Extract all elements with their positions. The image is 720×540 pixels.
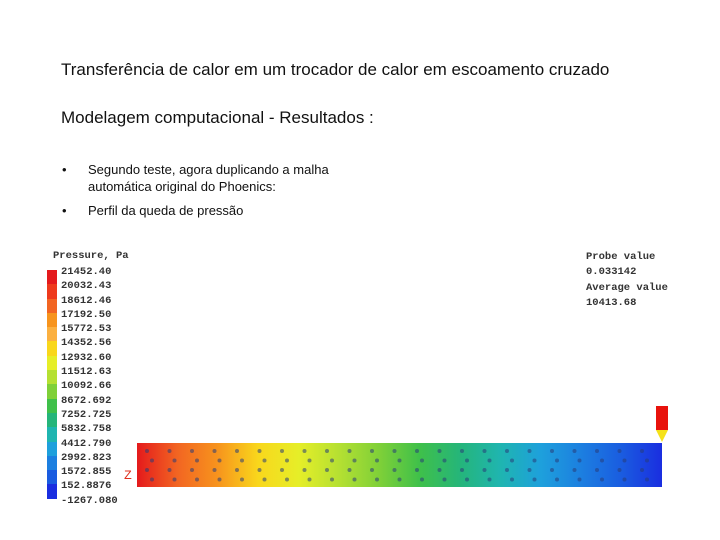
tube-dot <box>280 468 284 472</box>
tube-dot <box>573 468 577 472</box>
tube-dot <box>488 459 492 463</box>
legend-value: 21452.40 <box>61 266 112 278</box>
legend-value: -1267.080 <box>61 494 118 507</box>
legend-swatch <box>47 370 57 384</box>
bullet-item <box>62 161 392 195</box>
slide-subtitle: Modelagem computacional - Resultados : <box>61 108 374 127</box>
tube-dot <box>595 468 599 472</box>
tube-dot <box>578 478 582 482</box>
legend-swatch <box>47 484 57 498</box>
tube-dot <box>510 478 514 482</box>
tube-dot <box>460 449 464 453</box>
probe-value: 0.033142 <box>586 266 637 279</box>
tube-dot <box>280 449 284 453</box>
tube-dot <box>325 468 329 472</box>
tube-dot <box>398 478 402 482</box>
legend-value: 15772.53 <box>61 323 112 336</box>
tube-dot <box>240 478 244 482</box>
legend-swatch <box>47 442 57 456</box>
tube-dot <box>348 468 352 472</box>
tube-dot <box>550 449 554 453</box>
tube-dot <box>375 478 379 482</box>
tube-dot <box>618 468 622 472</box>
axis-triad-icon: Z <box>124 468 132 483</box>
tube-dot <box>443 459 447 463</box>
legend-swatch <box>47 456 57 470</box>
tube-dot <box>600 459 604 463</box>
tube-dot <box>640 468 644 472</box>
legend-swatch <box>47 384 57 398</box>
tube-dot <box>438 449 442 453</box>
tube-dot <box>263 459 267 463</box>
legend-swatch <box>47 284 57 298</box>
tube-dot <box>370 449 374 453</box>
legend-labels <box>61 265 118 508</box>
tube-dot <box>168 449 172 453</box>
tube-dot <box>488 478 492 482</box>
tube-dot <box>190 449 194 453</box>
tube-dot <box>415 449 419 453</box>
tube-dot <box>353 478 357 482</box>
average-label: Average value <box>586 281 668 294</box>
tube-dot <box>348 449 352 453</box>
tube-dot <box>240 459 244 463</box>
tube-dot <box>370 468 374 472</box>
tube-dot <box>235 468 239 472</box>
legend-value: 152.8876 <box>61 480 112 493</box>
tube-dot <box>533 459 537 463</box>
tube-dot <box>303 449 307 453</box>
tube-dot <box>303 468 307 472</box>
legend-swatch <box>47 470 57 484</box>
tube-dot <box>640 449 644 453</box>
tube-dot <box>308 459 312 463</box>
tube-dot <box>218 478 222 482</box>
tube-dot <box>600 478 604 482</box>
legend-color-bar <box>47 270 57 499</box>
tube-dot <box>623 478 627 482</box>
tube-dot <box>510 459 514 463</box>
tube-dot <box>528 449 532 453</box>
probe-label: Probe value <box>586 251 656 263</box>
tube-dot <box>645 478 649 482</box>
legend-swatch <box>47 313 57 327</box>
probe-marker[interactable] <box>656 406 668 430</box>
tube-dot <box>308 478 312 482</box>
average-value: 10413.68 <box>586 296 637 309</box>
legend-value: 17192.50 <box>61 308 112 321</box>
tube-dot <box>150 478 154 482</box>
tube-dot <box>258 449 262 453</box>
tube-dot <box>528 468 532 472</box>
tube-dot <box>145 449 149 453</box>
legend-value: 8672.692 <box>61 394 112 407</box>
tube-dot <box>145 468 149 472</box>
tube-dot <box>573 449 577 453</box>
tube-dot <box>505 449 509 453</box>
tube-dot <box>578 459 582 463</box>
tube-dot <box>173 459 177 463</box>
tube-dot <box>150 459 154 463</box>
tube-dot <box>330 459 334 463</box>
tube-dot <box>483 449 487 453</box>
tube-dot <box>285 459 289 463</box>
legend-value: 20032.43 <box>61 280 112 293</box>
tube-dot <box>465 478 469 482</box>
tube-dot <box>550 468 554 472</box>
legend-swatch <box>47 399 57 413</box>
legend-swatch <box>47 341 57 355</box>
tube-dot <box>213 449 217 453</box>
tube-dot <box>483 468 487 472</box>
tube-dot <box>235 449 239 453</box>
legend-value: 1572.855 <box>61 466 112 479</box>
tube-dot <box>533 478 537 482</box>
tube-dot <box>213 468 217 472</box>
tube-dot <box>618 449 622 453</box>
tube-dot <box>218 459 222 463</box>
tube-dot <box>258 468 262 472</box>
legend-swatch <box>47 356 57 370</box>
tube-dot <box>420 459 424 463</box>
pressure-field-plot <box>137 443 662 487</box>
legend-swatch <box>47 299 57 313</box>
legend-value: 11512.63 <box>61 366 112 379</box>
bullet-list <box>62 161 392 226</box>
tube-dot <box>623 459 627 463</box>
legend-swatch <box>47 327 57 341</box>
legend-value: 4412.790 <box>61 437 112 450</box>
tube-dot <box>460 468 464 472</box>
tube-dot <box>195 459 199 463</box>
tube-dot <box>168 468 172 472</box>
tube-dot <box>505 468 509 472</box>
tube-dot <box>393 468 397 472</box>
tube-dot <box>263 478 267 482</box>
slide-title: Transferência de calor em um trocador de calor em escoamento cruzado <box>61 60 610 79</box>
tube-dot <box>325 449 329 453</box>
tube-dot <box>398 459 402 463</box>
bullet-dot: • <box>62 162 67 177</box>
tube-dot <box>595 449 599 453</box>
tube-dot <box>285 478 289 482</box>
bullet-text: Segundo teste, agora duplicando a malha automática original do Phoenics: <box>88 162 329 194</box>
legend-swatch <box>47 270 57 284</box>
legend-value: 12932.60 <box>61 351 112 364</box>
legend-swatch <box>47 413 57 427</box>
legend-swatch <box>47 427 57 441</box>
legend-value: 2992.823 <box>61 451 112 464</box>
tube-dot <box>375 459 379 463</box>
legend-value: 14352.56 <box>61 337 112 350</box>
tube-dot <box>555 478 559 482</box>
legend-value: 5832.758 <box>61 423 112 436</box>
tube-dot <box>415 468 419 472</box>
tube-dot <box>420 478 424 482</box>
probe-panel <box>586 250 668 311</box>
legend-value: 7252.725 <box>61 408 112 421</box>
tube-dot <box>190 468 194 472</box>
tube-dot <box>555 459 559 463</box>
bullet-text: Perfil da queda de pressão <box>88 203 244 218</box>
bullet-item <box>62 202 392 219</box>
tube-dot <box>353 459 357 463</box>
legend-value: 18612.46 <box>61 294 112 307</box>
legend-title: Pressure, Pa <box>53 250 129 262</box>
tube-dot <box>173 478 177 482</box>
tube-dot <box>438 468 442 472</box>
tube-dot <box>393 449 397 453</box>
tube-dot <box>195 478 199 482</box>
bullet-dot: • <box>62 203 67 218</box>
legend-value: 10092.66 <box>61 380 112 393</box>
tube-dot <box>330 478 334 482</box>
tube-dot <box>465 459 469 463</box>
tube-dot <box>645 459 649 463</box>
probe-marker-tip <box>656 430 668 442</box>
tube-dot <box>443 478 447 482</box>
